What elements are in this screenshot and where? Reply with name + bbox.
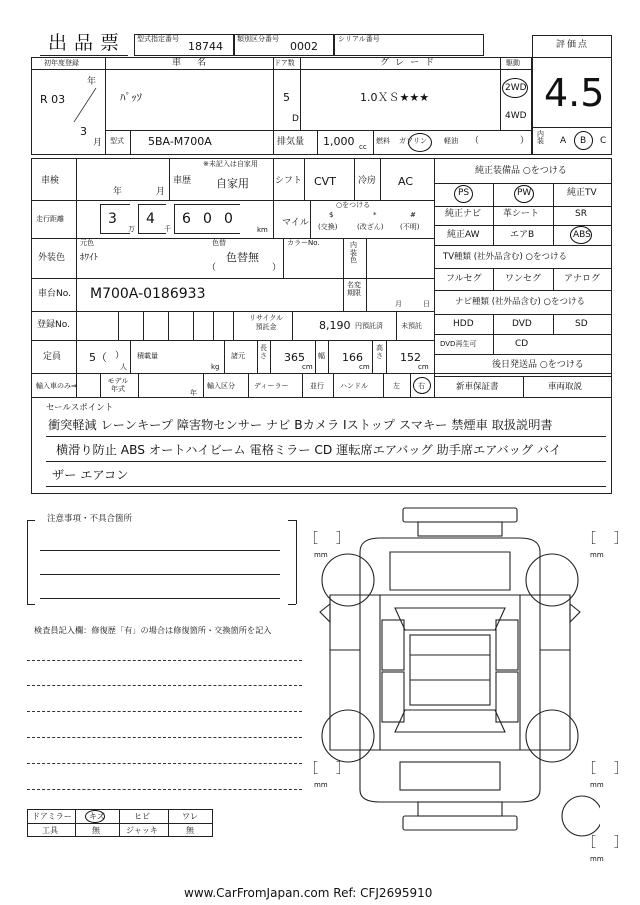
model-year-label: モデル年式 [107, 377, 129, 394]
sales-line-2: 横滑り防止 ABS オートハイビーム 電格ミラー CD 運転席エアバッグ 助手席エアバッグ バイ [56, 443, 562, 457]
exterior-color-label: 外装色 [38, 253, 66, 263]
fuel-paren-open: （ [470, 136, 480, 146]
sheet-title: 出品票 [48, 32, 127, 54]
option-airbag: エアB [510, 230, 535, 240]
drive-2wd-circle [502, 78, 528, 98]
load-unit: kg [211, 363, 220, 371]
repaint-paren-close: ） [272, 263, 282, 273]
score-label: 評価点 [556, 40, 590, 50]
type-no-value: 18744 [188, 40, 223, 53]
fuel-paren-close: ） [520, 136, 530, 146]
options-title: 純正装備品 ○をつける [475, 166, 567, 176]
option-tv: 純正TV [567, 188, 597, 198]
first-reg-year-unit: 年 [87, 77, 97, 87]
height-value: 152 [400, 351, 421, 364]
tire-mm-fr: mm [590, 551, 604, 559]
tv-fullseg: フルセグ [446, 274, 482, 284]
category-no-value: 0002 [290, 40, 318, 53]
height-label: 高さ [376, 344, 383, 361]
first-reg-month: 3 [80, 125, 87, 138]
deadline-day: 日 [423, 300, 430, 308]
odo-check-note: ○をつける [336, 201, 371, 209]
capacity-unit: 人 [120, 363, 127, 371]
cd: CD [515, 339, 529, 349]
odo-digit-2: 4 [146, 211, 155, 227]
import-parallel: 並行 [310, 382, 324, 390]
registration-no-label: 登録No. [37, 320, 70, 330]
width-unit: cm [359, 363, 370, 371]
legend-tools-value: 無 [92, 826, 100, 835]
width-value: 166 [342, 351, 363, 364]
post-title: 後日発送品 ○をつける [492, 360, 584, 370]
legend-crack: ヒビ [134, 812, 150, 821]
odo-unit-man: 万 [128, 225, 135, 233]
history-note: ※未記入は自家用 [203, 160, 258, 168]
tv-analog: アナログ [564, 274, 601, 284]
inspection-label: 車検 [41, 176, 60, 186]
navi-sd: SD [575, 319, 588, 329]
odo-digit-5: 0 [224, 211, 233, 227]
odo-unit-sen: 千 [164, 225, 171, 233]
interior-grade-a: A [560, 136, 567, 146]
color-no-label: カラーNo. [287, 239, 320, 247]
option-aw: 純正AW [447, 230, 480, 240]
odo-dollar: $ [329, 211, 334, 219]
recycle-value: 8,190 [319, 319, 351, 332]
interior-grade-b: B [580, 136, 587, 146]
ac-label: 冷房 [358, 176, 377, 186]
option-sr: SR [575, 209, 587, 219]
model-code-value: 5BA-M700A [148, 135, 212, 148]
option-ps-circle [454, 185, 473, 203]
import-dealer: ディーラー [254, 382, 289, 390]
legend-jack-value: 無 [186, 826, 194, 835]
grade-label: グレード [380, 58, 441, 68]
chassis-no-label: 車台No. [38, 289, 71, 299]
handle-right-circle [413, 377, 431, 394]
original-color-label: 元色 [80, 239, 94, 247]
tire-bracket-spare: ［ ］ [582, 835, 628, 851]
length-unit: cm [302, 363, 313, 371]
inspection-year: 年 [113, 187, 123, 197]
option-pw: PW [517, 188, 532, 198]
shift-label: シフト [275, 176, 303, 186]
chassis-no-value: M700A-0186933 [90, 286, 206, 302]
dimensions-label: 諸元 [231, 352, 245, 360]
tv-oneseg: ワンセグ [505, 274, 542, 284]
option-abs: ABS [573, 230, 591, 240]
ac-value: AC [398, 175, 414, 188]
first-reg-era: R 03 [40, 93, 66, 106]
type-no-label: 型式指定番号 [137, 35, 179, 43]
legend-tools: 工具 [42, 826, 58, 835]
interior-color-label: 内装色 [350, 241, 357, 265]
displacement-unit: cc [359, 143, 367, 151]
legend-door-mirror: ドアミラー [32, 812, 72, 821]
handle-left: 左 [393, 382, 400, 390]
navi-dvd: DVD [512, 319, 532, 329]
sales-point-label: セールスポイント [46, 403, 114, 413]
first-reg-divider [70, 86, 100, 124]
height-unit: cm [418, 363, 429, 371]
name-change-deadline: 名変期限 [347, 281, 361, 298]
serial-no-label: シリアル番号 [338, 35, 380, 43]
caution-label: 注意事項・不具合箇所 [47, 514, 133, 524]
odo-sharp-sub: (不明) [400, 223, 420, 231]
displacement-label: 排気量 [277, 137, 305, 147]
tv-title: TV種類 (社外品含む) ○をつける [443, 252, 567, 262]
drive-2wd: 2WD [505, 83, 527, 93]
odo-mile: マイル [282, 218, 309, 228]
interior-grade-label: 内装 [537, 130, 544, 145]
car-name-label: 車名 [172, 58, 223, 68]
option-abs-circle [570, 226, 592, 244]
length-value: 365 [284, 351, 305, 364]
option-pw-circle [514, 185, 534, 203]
option-ps: PS [458, 188, 470, 198]
grade-value: 1.0ＸＳ★★★ [360, 91, 430, 104]
post-warranty: 新車保証書 [456, 382, 499, 392]
legend-break: ワレ [182, 812, 198, 821]
navi-title: ナビ種類 (社外品含む) ○をつける [455, 297, 585, 307]
history-label: 車歴 [173, 176, 192, 186]
length-label: 長さ [260, 344, 267, 361]
deadline-month: 月 [395, 300, 402, 308]
tire-mm-spare: mm [590, 855, 604, 863]
door-count-sub: D [292, 114, 299, 124]
capacity-label: 定員 [43, 352, 62, 362]
tire-bracket-fl: ［ ］ [304, 531, 350, 547]
history-value: 自家用 [216, 177, 249, 190]
original-color-value: ﾎﾜｲﾄ [80, 253, 99, 263]
odo-digit-3: 6 [182, 211, 191, 227]
odometer-label: 走行距離 [36, 215, 64, 223]
category-no-label: 類別区分番号 [237, 35, 279, 43]
tire-bracket-fr: ［ ］ [582, 531, 628, 547]
handle-right: 右 [418, 382, 425, 390]
car-diagram [300, 500, 600, 860]
dvd-playback: DVD再生可 [440, 340, 477, 348]
odo-digit-4: 0 [203, 211, 212, 227]
import-division-label: 輸入区分 [207, 382, 235, 390]
displacement-value: 1,000 [323, 135, 355, 148]
drive-4wd: 4WD [505, 111, 527, 121]
model-code-label: 型式 [110, 137, 124, 145]
legend-scratch: キズ [89, 812, 105, 821]
repaint-value: 色替無 [226, 251, 259, 264]
capacity-value: 5（ [89, 351, 107, 364]
door-count-value: 5 [283, 91, 290, 104]
drive-label: 駆動 [506, 59, 520, 67]
handle-label: ハンドル [340, 382, 368, 390]
inspection-month: 月 [156, 187, 166, 197]
fuel-value: ガソリン [399, 137, 427, 145]
tire-mm-fl: mm [314, 551, 328, 559]
recycle-unit: 円預託済 [355, 322, 383, 330]
recycle-unpaid: 未預託 [401, 322, 422, 330]
shift-value: CVT [314, 175, 336, 188]
odo-dollar-sub: (交換) [318, 223, 338, 231]
first-registration-label: 初年度登録 [44, 59, 79, 67]
odo-star-sub: (改ざん) [357, 223, 384, 231]
sales-line-1: 衝突軽減 レーンキープ 障害物センサー ナビ Bカメラ Iストップ スマキー 禁煙車 取扱説明書 [48, 418, 553, 432]
fuel-circle [408, 133, 432, 152]
fuel-label: 燃料 [376, 137, 390, 145]
load-label: 積載量 [137, 352, 158, 360]
door-count-label: ドア数 [274, 59, 295, 67]
first-reg-month-unit: 月 [93, 138, 103, 148]
score-value: 4.5 [544, 71, 605, 115]
odo-digit-1: 3 [108, 211, 117, 227]
tire-bracket-rr: ［ ］ [582, 761, 628, 777]
sales-line-3: ザー エアコン [52, 468, 129, 482]
interior-grade-circle [574, 131, 593, 150]
car-name-value: ﾊﾟｯｿ [120, 91, 142, 104]
tire-bracket-rl: ［ ］ [304, 761, 350, 777]
import-only-label: 輸入車のみ⇒ [36, 382, 77, 390]
option-leather: 革シート [503, 209, 540, 219]
post-manual: 車両取説 [548, 382, 583, 392]
light-oil: 軽油 [444, 137, 458, 145]
odo-sharp: # [410, 211, 416, 219]
recycle-label: リサイクル預託金 [248, 314, 284, 332]
repaint-label: 色替 [212, 239, 226, 247]
capacity-close: ） [115, 351, 125, 361]
width-label: 幅 [318, 352, 325, 360]
tire-mm-rl: mm [314, 781, 328, 789]
navi-hdd: HDD [453, 319, 474, 329]
legend-jack: ジャッキ [126, 826, 158, 835]
footer-ref: www.CarFromJapan.com Ref: CFJ2695910 [184, 886, 433, 900]
inspector-label: 検査員記入欄：修復歴「有」の場合は修復箇所・交換箇所を記入 [34, 625, 272, 635]
repaint-paren-open: （ [207, 263, 217, 273]
odo-unit-km: km [257, 226, 268, 234]
legend-scratch-circle [85, 810, 105, 823]
odo-star: * [373, 211, 377, 219]
tire-mm-rr: mm [590, 781, 604, 789]
interior-grade-c: C [600, 136, 607, 146]
option-navi: 純正ナビ [445, 209, 482, 219]
model-year-unit: 年 [190, 389, 197, 397]
